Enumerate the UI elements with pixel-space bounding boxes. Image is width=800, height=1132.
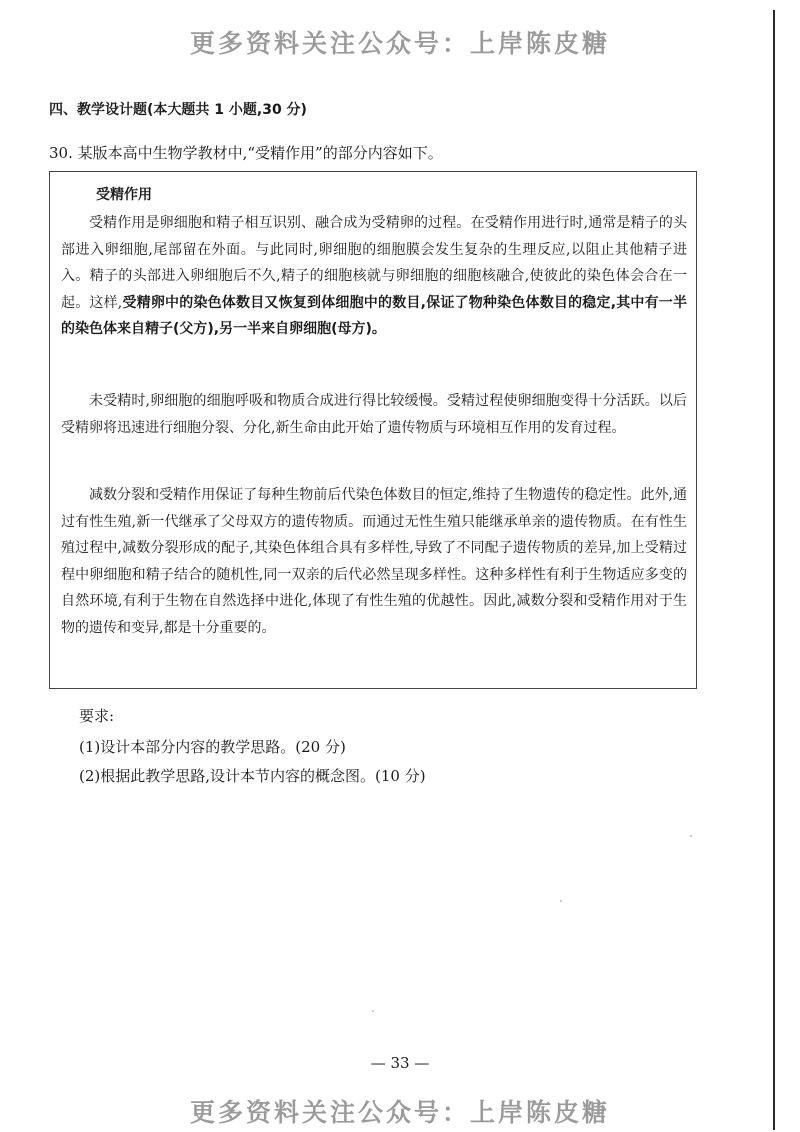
requirement-item-1: (1)设计本部分内容的教学思路。(20 分) <box>79 738 346 756</box>
scan-speck <box>560 900 562 902</box>
watermark-top: 更多资料关注公众号：上岸陈皮糖 <box>189 29 610 58</box>
question-stem: 30. 某版本高中生物学教材中,“受精作用”的部分内容如下。 <box>49 144 443 162</box>
excerpt-title: 受精作用 <box>96 187 152 203</box>
excerpt-paragraph-3: 减数分裂和受精作用保证了每种生物前后代染色体数目的恒定,维持了生物遗传的稳定性。此外,通过有性生殖,新一代继承了父母双方的遗传物质。而通过无性生殖只能继承单亲的遗传物质。在有性生殖过程中,减数分裂形成的配子,其染色体组合具有多样性,导致了不同配子遗传物质的差异,加上受精过程中卵细胞和精子结合的随机性,同一双亲的后代必然呈现多样性。这种多样性有利于生物适应多变的自然环境,有利于生物在自然选择中进化,体现了有性生殖的优越性。因此,减数分裂和受精作用对于生物的遗传和变异,都是十分重要的。 <box>61 487 687 636</box>
requirements-label: 要求: <box>79 707 115 725</box>
textbook-excerpt-box <box>49 171 697 689</box>
excerpt-paragraph-1 <box>61 210 687 343</box>
page-number: — 33 — <box>370 1054 430 1072</box>
requirement-item-2: (2)根据此教学思路,设计本节内容的概念图。(10 分) <box>79 767 426 785</box>
watermark-bottom: 更多资料关注公众号：上岸陈皮糖 <box>189 1098 610 1127</box>
excerpt-paragraph-1-bold: 受精卵中的染色体数目又恢复到体细胞中的数目,保证了物种染色体数目的稳定,其中有一半的染色体来自精子(父方),另一半来自卵细胞(母方)。 <box>61 294 687 337</box>
excerpt-paragraph-1-text: 受精作用是卵细胞和精子相互识别、融合成为受精卵的过程。在受精作用进行时,通常是精子的头部进入卵细胞,尾部留在外面。与此同时,卵细胞的细胞膜会发生复杂的生理反应,以阻止其他精子进入。精子的头部进入卵细胞后不久,精子的细胞核就与卵细胞的细胞核融合,使彼此的染色体会合在一起。这样, <box>61 215 687 311</box>
section-title: 四、教学设计题(本大题共 1 小题,30 分) <box>49 102 307 118</box>
page-edge-rule <box>773 10 775 1130</box>
scan-speck <box>372 1010 374 1012</box>
excerpt-paragraph-2: 未受精时,卵细胞的细胞呼吸和物质合成进行得比较缓慢。受精过程使卵细胞变得十分活跃。以后受精卵将迅速进行细胞分裂、分化,新生命由此开始了遗传物质与环境相互作用的发育过程。 <box>61 393 687 436</box>
scan-speck <box>690 835 692 837</box>
